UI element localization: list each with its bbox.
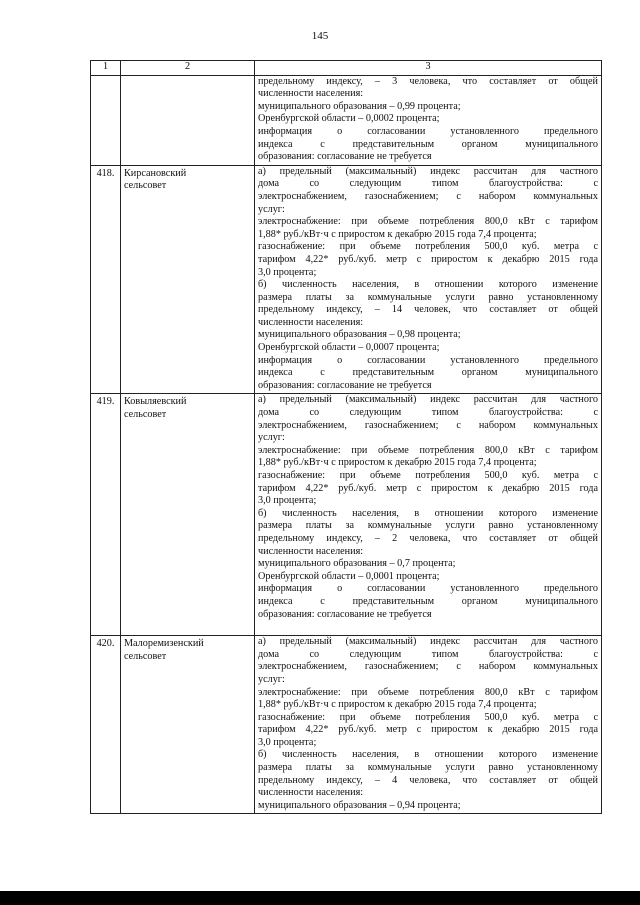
text-line: индекса с представительным органом муниципального [258, 367, 598, 379]
text-line: предельному индексу, – 2 человека, что составляет от общей [258, 532, 598, 544]
text-line: электроснабжением, газоснабжением; с набором коммунальных [258, 419, 598, 431]
text-line: муниципального образования – 0,98 процента; [258, 329, 461, 341]
text-line: Оренбургской области – 0,0007 процента; [258, 342, 440, 354]
text-line: газоснабжение: при объеме потребления 500,0 куб. метра с [258, 470, 598, 481]
text-line: 3,0 процента; [258, 736, 317, 748]
text-line: услуг: [258, 673, 285, 685]
text-line: электроснабжение: при объеме потребления 800,0 кВт с тарифом [258, 216, 598, 228]
text-line: образования: согласование не требуется [258, 608, 432, 620]
text-line: численности населения: [258, 545, 364, 557]
header-col-1: 1 [91, 61, 121, 76]
scan-edge-bar [0, 891, 640, 905]
text-line: электроснабжением, газоснабжением; с набором коммунальных [258, 190, 598, 202]
text-line: тарифом 4,22* руб./куб. метр с приростом к декабрю 2015 года [258, 724, 598, 736]
text-line: численности населения: [258, 316, 364, 328]
text-line: дома со следующим типом благоустройства: с [258, 407, 598, 419]
text-line: размера платы за коммунальные услуги равно установленному [258, 520, 598, 532]
settlement-name [121, 165, 255, 394]
settlement-name-line: сельсовет [124, 180, 167, 192]
text-line: численности населения: [258, 787, 364, 799]
header-col-3: 3 [255, 61, 602, 76]
table-row [91, 394, 602, 636]
settlement-name-line: Ковыляевский [124, 396, 187, 408]
text-line: индекса с представительным органом муниципального [258, 138, 598, 150]
settlement-name-line: Кирсановский [124, 167, 187, 179]
description-cell [255, 165, 602, 394]
text-line: услуг: [258, 432, 285, 444]
settlement-name-line: сельсовет [124, 650, 167, 662]
text-line: информация о согласовании установленного предельного [258, 583, 598, 595]
row-number: 419. [91, 394, 121, 636]
text-line: тарифом 4,22* руб./куб. метр с приростом к декабрю 2015 года [258, 253, 598, 265]
text-line: Оренбургской области – 0,0001 процента; [258, 570, 440, 582]
text-line: б) численность населения, в отношении которого изменение [258, 279, 598, 291]
text-line: а) предельный (максимальный) индекс рассчитан для частного [258, 394, 598, 406]
text-line: тарифом 4,22* руб./куб. метр с приростом к декабрю 2015 года [258, 482, 598, 494]
header-col-2: 2 [121, 61, 255, 76]
description-cell [255, 394, 602, 636]
row-number: 418. [91, 165, 121, 394]
text-line: образования: согласование не требуется [258, 379, 432, 391]
text-line: 1,88* руб./кВт·ч с приростом к декабрю 2015 года 7,4 процента; [258, 457, 537, 469]
settlements-table [90, 60, 602, 814]
text-line: индекса с представительным органом муниципального [258, 595, 598, 607]
text-line: муниципального образования – 0,7 процента; [258, 558, 456, 570]
text-line: 1,88* руб./кВт·ч с приростом к декабрю 2015 года 7,4 процента; [258, 228, 537, 240]
text-line: а) предельный (максимальный) индекс рассчитан для частного [258, 165, 598, 177]
text-line: информация о согласовании установленного предельного [258, 125, 598, 137]
text-line: 3,0 процента; [258, 495, 317, 507]
text-line: образования: согласование не требуется [258, 151, 432, 163]
description-cell [255, 636, 602, 814]
settlement-name-line: Малоремизенский [124, 638, 204, 650]
text-line: информация о согласовании установленного предельного [258, 354, 598, 366]
text-line: предельному индексу, – 14 человек, что составляет от общей [258, 304, 598, 316]
text-line: услуг: [258, 203, 285, 215]
settlement-name [121, 394, 255, 636]
text-line: электроснабжение: при объеме потребления 800,0 кВт с тарифом [258, 444, 598, 456]
table-header-row [91, 61, 602, 76]
text-line: 3,0 процента; [258, 266, 317, 278]
text-line: предельному индексу, – 4 человека, что составляет от общей [258, 774, 598, 786]
text-line: б) численность населения, в отношении которого изменение [258, 507, 598, 519]
description-cell [255, 75, 602, 165]
row-number-cell [91, 75, 121, 165]
settlement-name-cell [121, 75, 255, 165]
text-line: электроснабжение: при объеме потребления 800,0 кВт с тарифом [258, 686, 598, 698]
page-number: 145 [311, 30, 329, 42]
settlement-name [121, 636, 255, 814]
text-line: Оренбургской области – 0,0002 процента; [258, 113, 440, 125]
text-line: дома со следующим типом благоустройства: с [258, 648, 598, 660]
text-line: газоснабжение: при объеме потребления 500,0 куб. метра с [258, 241, 598, 253]
text-line: размера платы за коммунальные услуги равно установленному [258, 762, 598, 774]
text-line: муниципального образования – 0,94 процента; [258, 799, 461, 811]
text-line: дома со следующим типом благоустройства: с [258, 178, 598, 190]
row-number: 420. [91, 636, 121, 814]
continuation-row [91, 75, 602, 165]
text-line: б) численность населения, в отношении которого изменение [258, 749, 598, 761]
table-row [91, 165, 602, 394]
text-line: размера платы за коммунальные услуги равно установленному [258, 291, 598, 303]
settlement-name-line: сельсовет [124, 409, 167, 421]
text-line: электроснабжением, газоснабжением; с набором коммунальных [258, 661, 598, 673]
text-line: численности населения: [258, 88, 364, 100]
text-line: муниципального образования – 0,99 процента; [258, 100, 461, 112]
text-line: предельному индексу, – 3 человека, что составляет от общей [258, 75, 598, 87]
text-line: а) предельный (максимальный) индекс рассчитан для частного [258, 636, 598, 648]
text-line: газоснабжение: при объеме потребления 500,0 куб. метра с [258, 711, 598, 723]
table-row [91, 636, 602, 814]
text-line: 1,88* руб./кВт·ч с приростом к декабрю 2015 года 7,4 процента; [258, 699, 537, 711]
